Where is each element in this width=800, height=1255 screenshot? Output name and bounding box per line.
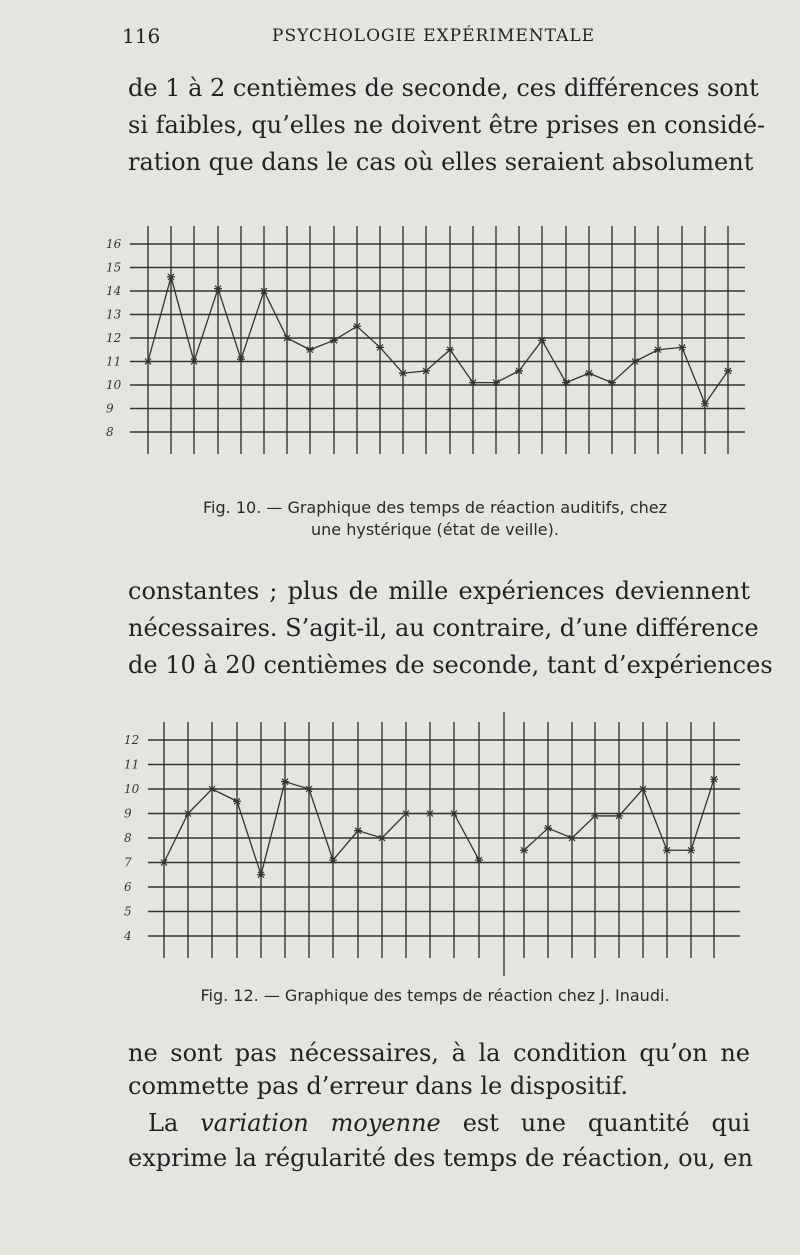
y-tick-label: 8	[106, 425, 114, 439]
y-tick-label: 6	[124, 880, 132, 894]
running-header	[122, 24, 740, 52]
y-tick-label: 9	[124, 806, 132, 821]
series-line	[164, 782, 479, 875]
text-line: de 1 à 2 centièmes de seconde, ces différences sont	[128, 74, 759, 102]
y-tick-label: 10	[124, 782, 140, 796]
y-tick-label: 11	[124, 757, 140, 772]
y-tick-label: 7	[124, 855, 132, 870]
text-line: si faibles, qu’elles ne doivent être prises en considé-	[128, 111, 766, 139]
text-line: ne sont pas nécessaires, à la condition qu’on ne	[128, 1039, 750, 1067]
y-tick-label: 12	[124, 733, 140, 747]
page-number: 116	[122, 24, 161, 48]
text-line: nécessaires. S’agit-il, au contraire, d’une différence	[128, 614, 759, 642]
text-line	[148, 1105, 750, 1141]
figure-12-chart	[100, 712, 760, 972]
y-tick-label: 15	[106, 260, 122, 275]
y-tick-label: 13	[106, 307, 122, 322]
figure-10-chart	[100, 210, 760, 480]
figure-10-caption-line-2: une hystérique (état de veille).	[311, 520, 559, 539]
text-line: de 10 à 20 centièmes de seconde, tant d’expériences	[128, 651, 773, 679]
y-tick-label: 16	[106, 237, 122, 251]
y-tick-label: 10	[106, 378, 122, 392]
text-line: commette pas d’erreur dans le dispositif.	[128, 1072, 628, 1100]
text-fragment: est une quantité qui	[440, 1109, 751, 1137]
text-line: ration que dans le cas où elles seraient absolument	[128, 148, 754, 176]
y-tick-label: 14	[106, 284, 122, 298]
figure-10-caption-line-1: Fig. 10. — Graphique des temps de réaction auditifs, chez	[203, 498, 667, 517]
y-tick-label: 9	[106, 401, 114, 416]
italic-term: variation moyenne	[200, 1109, 441, 1137]
y-tick-label: 12	[106, 331, 122, 345]
y-tick-label: 4	[124, 929, 132, 943]
y-tick-label: 5	[124, 904, 132, 919]
y-tick-label: 8	[124, 831, 132, 845]
y-tick-label: 11	[106, 354, 122, 369]
text-fragment: La	[148, 1109, 201, 1137]
running-head: PSYCHOLOGIE EXPÉRIMENTALE	[272, 26, 596, 46]
text-line: exprime la régularité des temps de réaction, ou, en	[128, 1144, 753, 1172]
figure-12-caption: Fig. 12. — Graphique des temps de réaction chez J. Inaudi.	[200, 986, 670, 1005]
text-line: constantes ; plus de mille expériences deviennent	[128, 577, 750, 605]
